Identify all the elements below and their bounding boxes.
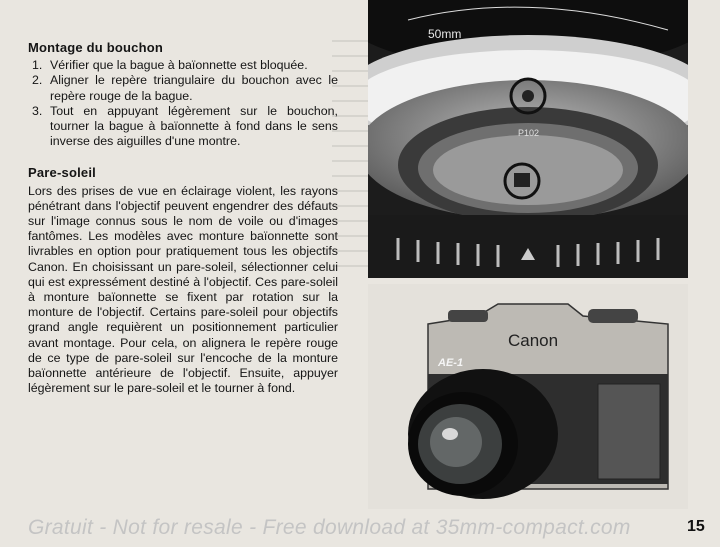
page-number: 15 [687, 518, 705, 535]
brand-label: Canon [508, 331, 559, 350]
section-title-pare-soleil: Pare-soleil [28, 165, 96, 181]
camera-hood-photo [368, 284, 688, 509]
list-item: 3. Tout en appuyant légèrement sur le bouchon, tourner la bague à baïonnette à fond dans le sens inverse des aiguilles d'une montre. [32, 103, 338, 149]
cap-label: P102 [518, 128, 540, 138]
steps-list [28, 58, 338, 149]
camera-illustration [368, 284, 688, 509]
section-title-montage: Montage du bouchon [28, 40, 164, 55]
watermark: Gratuit - Not for resale - Free download at 35mm-compact.com [28, 516, 631, 539]
model-label: AE-1 [438, 357, 464, 369]
lens-cap-photo [368, 0, 688, 278]
text-column [28, 40, 338, 396]
pare-soleil-section [28, 165, 338, 396]
list-item: 1. Vérifier que la bague à baïonnette est bloquée. [32, 58, 308, 73]
list-item: 2. Aligner le repère triangulaire du bouchon avec le repère rouge de la bague. [32, 73, 338, 103]
lens-cap-illustration [368, 0, 688, 278]
pare-soleil-body: Lors des prises de vue en éclairage violent, les rayons pénétrant dans l'objectif peuvent engendrer des défauts sur l'image connus sous le nom de voile ou d'images fantômes. Les modèles avec monture baïonnette sont livrables en option pour pratiquement tous les objectifs Canon. En choisissant un pare-soleil, sélectionner celui qui est expressément destiné à l'objectif. Ces pare-soleil à monture baïonnette se fixent par rotation sur la monture de l'objectif. Certains pare-soleil pour objectifs grand angle requièrent un positionnement particulier avant montage. Pour cela, on alignera le repère rouge de ce type de pare-soleil sur l'encoche de la monture baïonnette antérieure de l'objectif. Ensuite, appuyer légèrement sur le pare-soleil et le tourner à fond. [28, 183, 338, 396]
lens-marking: 50mm [428, 27, 462, 41]
show-through-text [332, 40, 368, 270]
